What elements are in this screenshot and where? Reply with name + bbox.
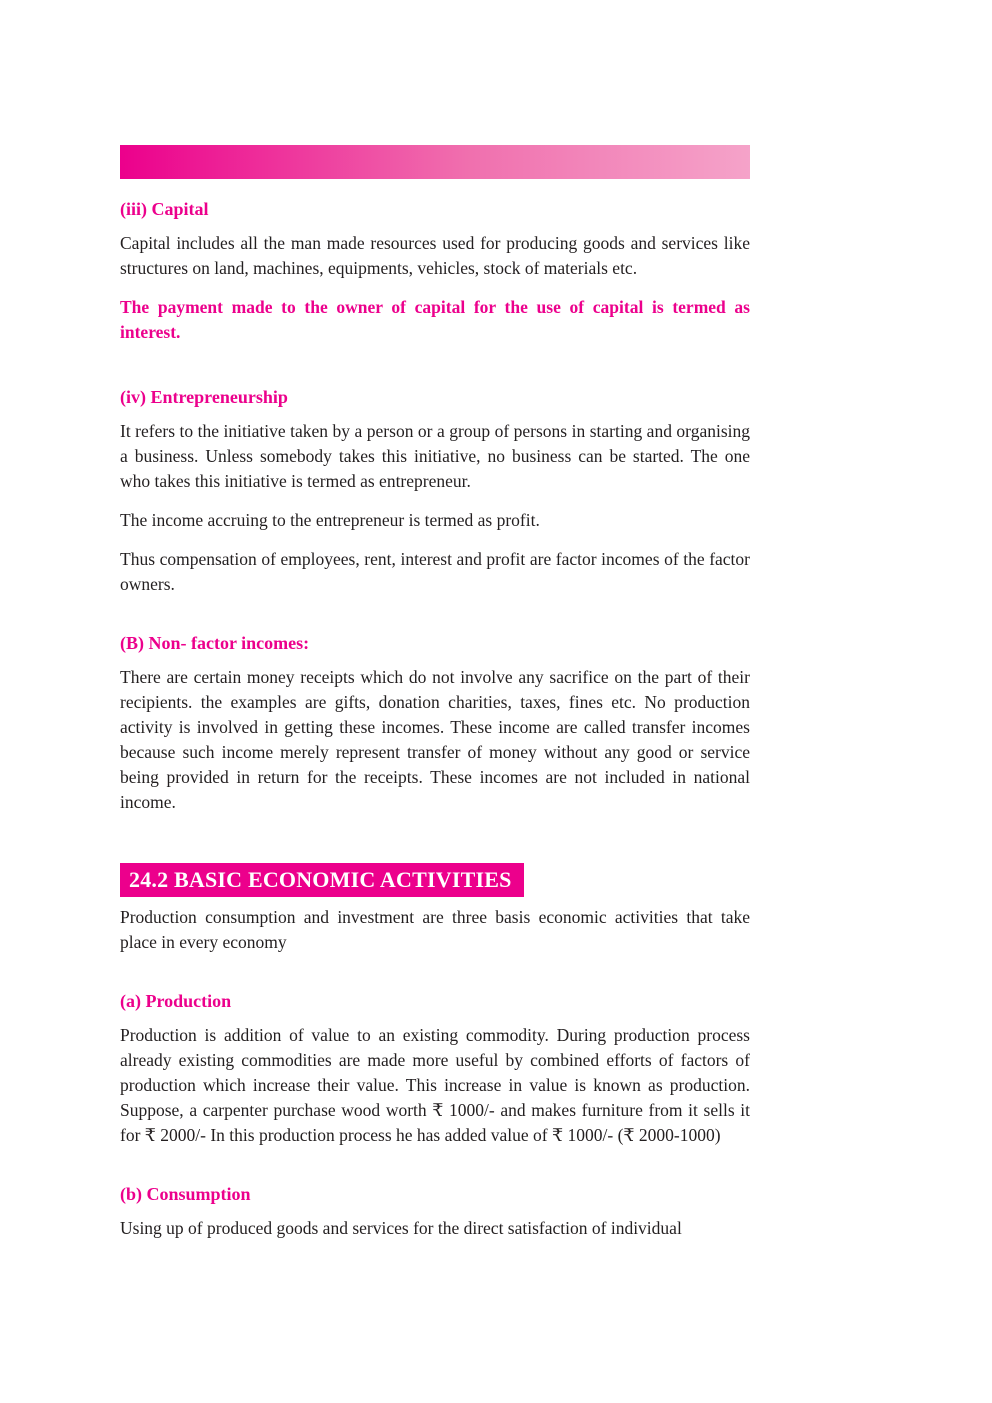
entrepreneurship-heading: (iv) Entrepreneurship — [120, 387, 288, 407]
page-content — [120, 197, 750, 1255]
factor-incomes-paragraph: Thus compensation of employees, rent, interest and profit are factor incomes of the factor owners. — [120, 549, 750, 594]
capital-paragraph: Capital includes all the man made resources used for producing goods and services like structures on land, machines, equipments, vehicles, stock of materials etc. — [120, 233, 750, 278]
entrepreneurship-paragraph: It refers to the initiative taken by a person or a group of persons in starting and organising a business. Unless somebody takes this initiative, no business can be started. The one who takes this initiative is termed as entrepreneur. — [120, 421, 750, 491]
section-intro-paragraph: Production consumption and investment are three basis economic activities that take place in every economy — [120, 907, 750, 952]
consumption-heading: (b) Consumption — [120, 1184, 251, 1204]
consumption-paragraph: Using up of produced goods and services for the direct satisfaction of individual — [120, 1218, 682, 1238]
non-factor-incomes-heading: (B) Non- factor incomes: — [120, 633, 310, 653]
non-factor-incomes-paragraph: There are certain money receipts which do not involve any sacrifice on the part of their recipients. the examples are gifts, donation charities, taxes, fines etc. No production activity is involved in getting these incomes. These income are called transfer incomes because such income merely represent transfer of money without any good or service being provided in return for the receipts. These incomes are not included in national income. — [120, 667, 750, 812]
header-color-bar — [120, 145, 750, 179]
capital-heading: (iii) Capital — [120, 199, 209, 219]
production-heading: (a) Production — [120, 991, 232, 1011]
production-paragraph: Production is addition of value to an existing commodity. During production process already existing commodities are made more useful by combined efforts of factors of production which increase their value. This increase in value is known as production. Suppose, a carpenter purchase wood worth ₹ 1000/- and makes furniture from it sells it for ₹ 2000/- In this production process he has added value of ₹ 1000/- (₹ 2000-1000) — [120, 1025, 750, 1145]
profit-paragraph: The income accruing to the entrepreneur is termed as profit. — [120, 510, 540, 530]
capital-highlight-paragraph: The payment made to the owner of capital for the use of capital is termed as interest. — [120, 297, 750, 342]
section-title-banner: 24.2 BASIC ECONOMIC ACTIVITIES — [120, 863, 524, 897]
